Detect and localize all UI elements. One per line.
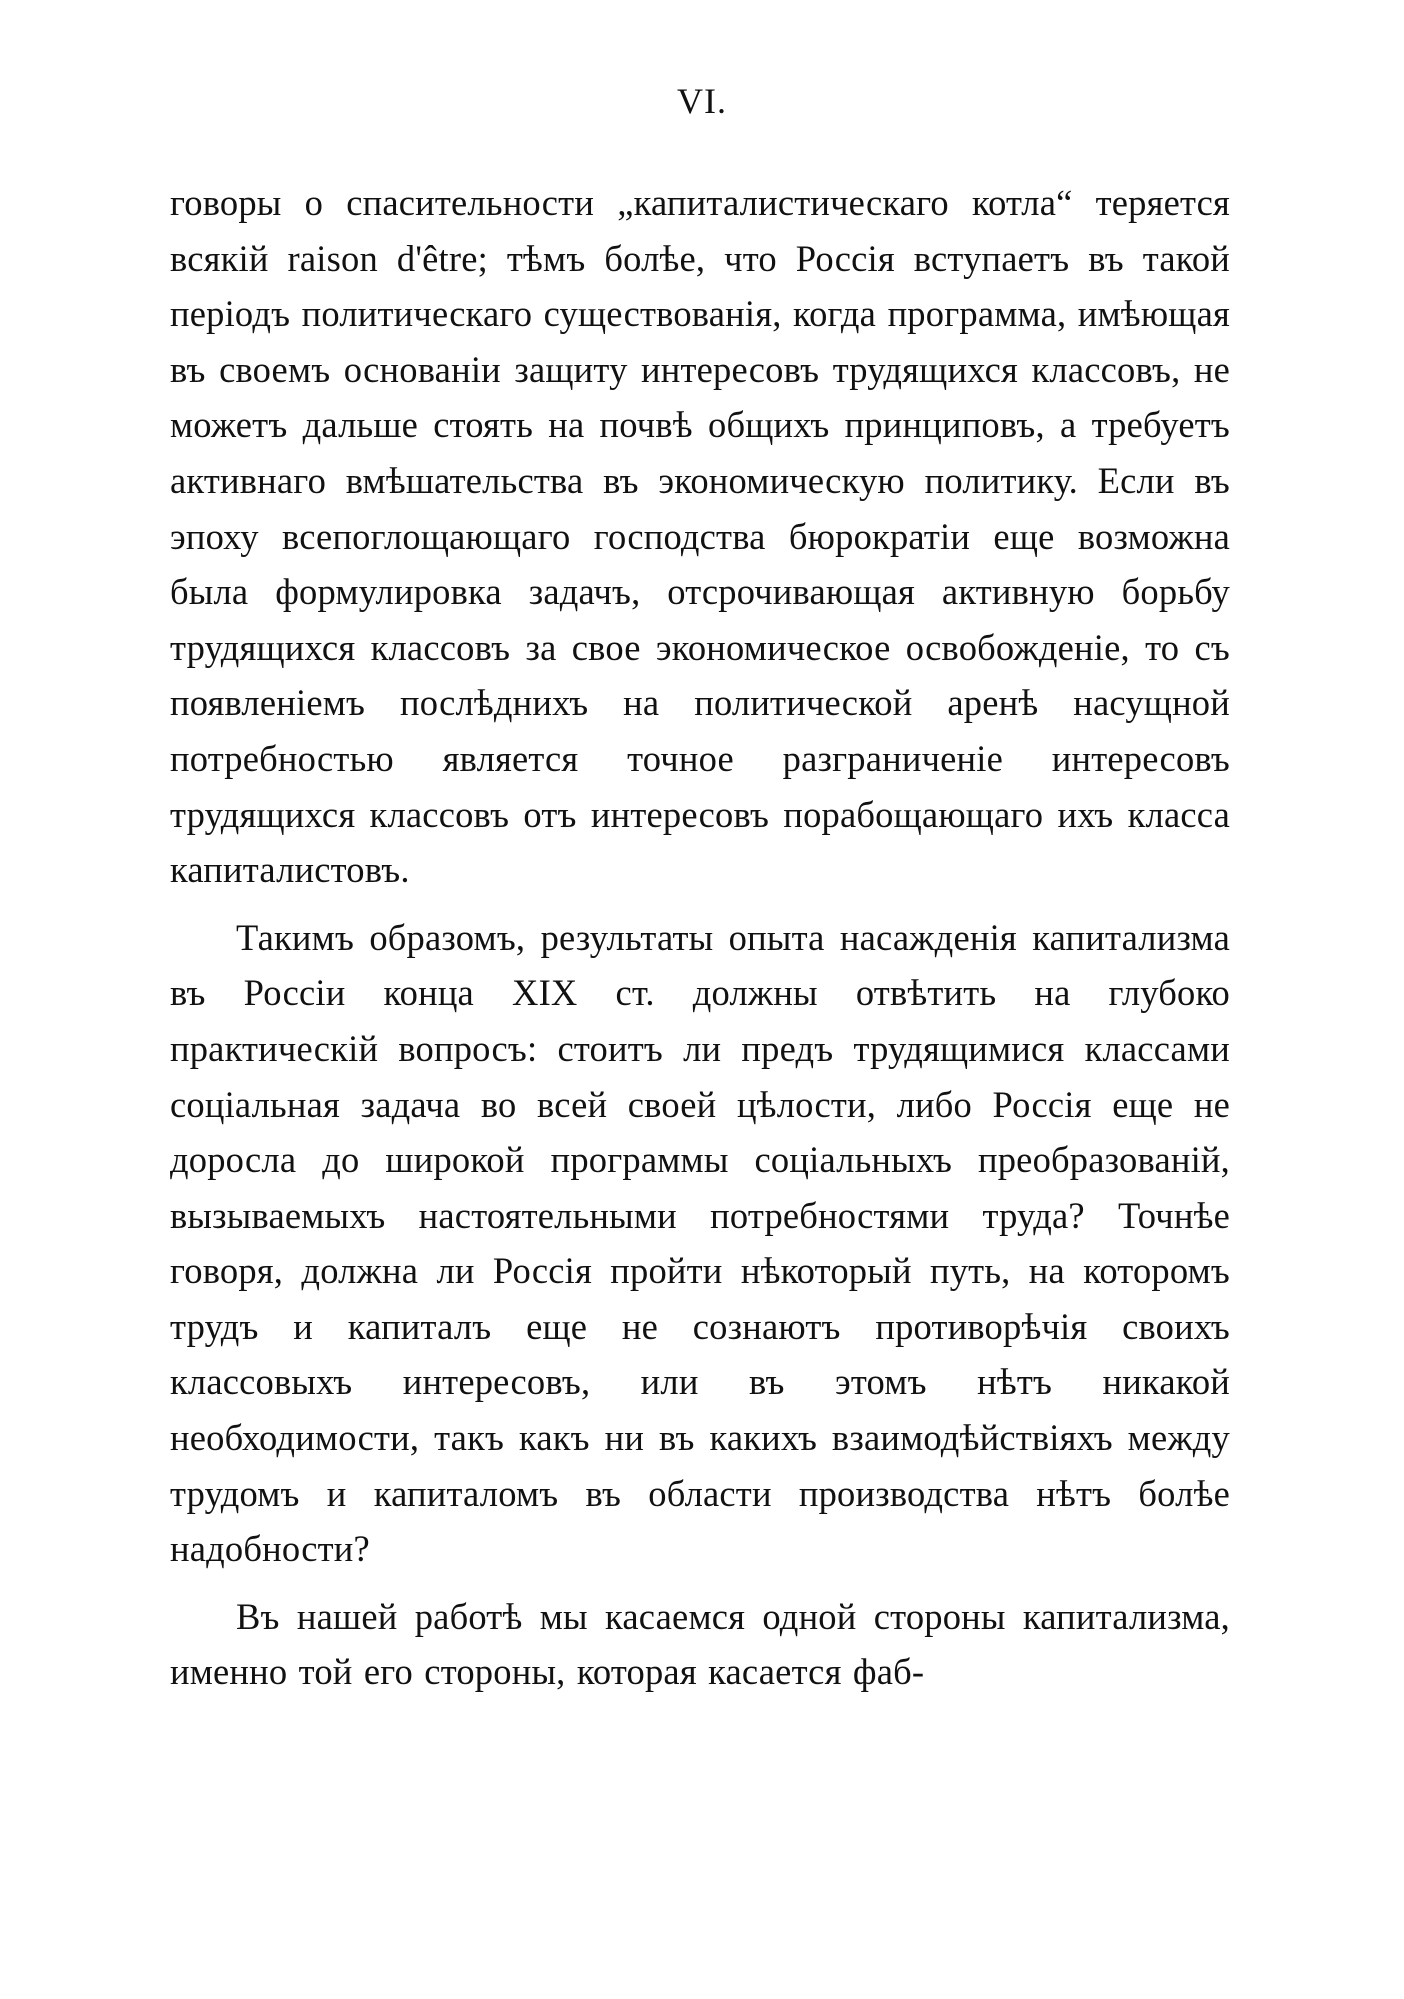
page-number: VI. [677,81,727,121]
paragraph-results-question: Такимъ образомъ, результаты опыта насажденія капитализма въ Россіи конца XIX ст. должны отвѣтить на глубоко практическій вопросъ: стоитъ ли предъ трудящимися классами соціальная задача во всей своей цѣлости, либо Россія еще не доросла до широкой программы соціальныхъ преобразованій, вызываемыхъ настоятельными потребностями труда? Точнѣе говоря, должна ли Россія пройти нѣкоторый путь, на которомъ трудъ и капиталъ еще не сознаютъ противорѣчія своихъ классовыхъ интересовъ, или въ этомъ нѣтъ никакой необходимости, такъ какъ ни въ какихъ взаимодѣйствіяхъ между трудомъ и капиталомъ въ области производства нѣтъ болѣе надобности? [170,916,1230,1570]
body-text [170,175,1230,1712]
paragraph-our-work: Въ нашей работѣ мы касаемся одной стороны капитализма, именно той его стороны, которая касается фаб- [170,1595,1230,1693]
paragraph-continuation: говоры о спасительности „капиталистическаго котла“ теряется всякій raison d'être; тѣмъ болѣе, что Россія вступаетъ въ такой періодъ политическаго существованія, когда программа, имѣющая въ своемъ основаніи защиту интересовъ трудящихся классовъ, не можетъ дальше стоять на почвѣ общихъ принциповъ, а требуетъ активнаго вмѣшательства въ экономическую политику. Если въ эпоху всепоглощающаго господства бюрократіи еще возможна была формулировка задачъ, отсрочивающая активную борьбу трудящихся классовъ за свое экономическое освобожденіе, то съ появленіемъ послѣднихъ на политической аренѣ насущной потребностью является точное разграниченіе интересовъ трудящихся классовъ отъ интересовъ порабощающаго ихъ класса капиталистовъ. [170,182,1230,891]
